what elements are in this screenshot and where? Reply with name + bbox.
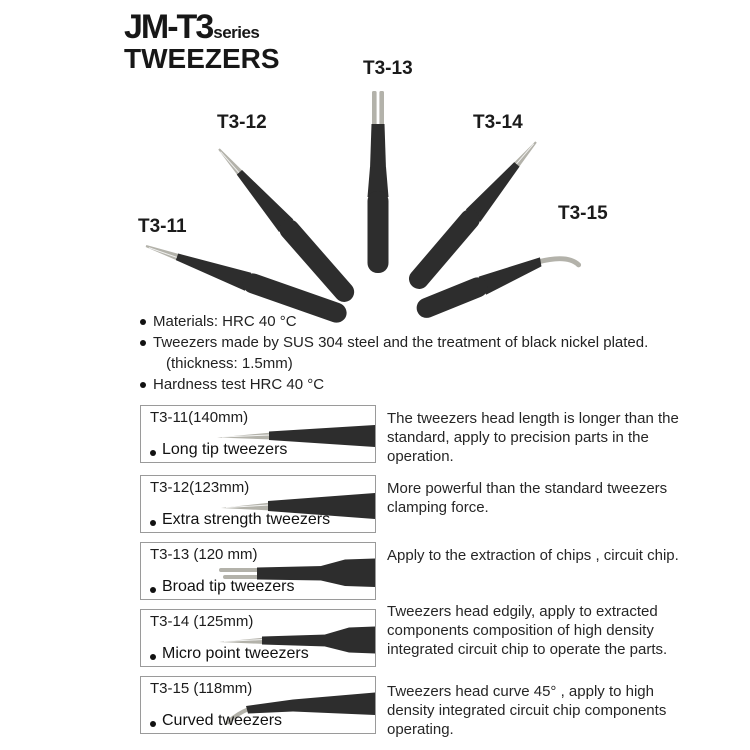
fan-label-t3-12: T3-12: [217, 112, 267, 133]
product-table: [140, 405, 687, 748]
brand-name: JM-T3: [124, 8, 213, 46]
table-row: [140, 676, 687, 739]
bullet-icon: [150, 450, 156, 456]
brand-series-suffix: series: [213, 23, 260, 42]
bullet-icon: [150, 520, 156, 526]
product-name: Long tip tweezers: [150, 441, 287, 459]
bullet-icon: [140, 319, 146, 325]
feature-item: [140, 374, 680, 395]
product-model: T3-15 (118mm): [150, 680, 253, 697]
table-row: [140, 603, 687, 667]
feature-text: Hardness test HRC 40 °C: [153, 376, 325, 393]
table-row: [140, 405, 687, 466]
feature-text: Tweezers made by SUS 304 steel and the treatment of black nickel plated.: [153, 334, 649, 351]
feature-item: [140, 311, 680, 332]
bullet-icon: [140, 340, 146, 346]
table-row: [140, 475, 687, 533]
product-box-t3-13: [140, 542, 376, 600]
product-description: The tweezers head length is longer than the standard, apply to precision parts in the operation.: [387, 410, 679, 465]
product-name: Broad tip tweezers: [150, 578, 295, 596]
feature-list: [140, 311, 680, 395]
product-model: T3-11(140mm): [150, 409, 249, 426]
bullet-icon: [150, 721, 156, 727]
feature-text: Materials: HRC 40 °C: [153, 313, 297, 330]
product-description: Tweezers head curve 45° , apply to high density integrated circuit chip components operating.: [387, 683, 667, 738]
tweezers-fan-illustration: [0, 0, 750, 335]
product-description: Apply to the extraction of chips , circuit chip.: [387, 547, 679, 564]
bullet-icon: [140, 382, 146, 388]
product-model: T3-12(123mm): [150, 479, 250, 496]
product-name: Micro point tweezers: [150, 645, 309, 663]
page-title: TWEEZERS: [124, 43, 280, 74]
product-box-t3-15: [140, 676, 376, 734]
product-box-t3-12: [140, 475, 376, 533]
fan-label-t3-14: T3-14: [473, 112, 523, 133]
product-name: Extra strength tweezers: [150, 511, 330, 529]
product-model: T3-13 (120 mm): [150, 546, 258, 563]
product-description: Tweezers head edgily, apply to extracted components composition of high density integrated circuit chip to operate the parts.: [387, 603, 668, 658]
product-model: T3-14 (125mm): [150, 613, 254, 630]
table-row: [140, 542, 687, 600]
fan-label-t3-15: T3-15: [558, 203, 608, 224]
bullet-icon: [150, 654, 156, 660]
product-name: Curved tweezers: [150, 712, 282, 730]
feature-item: [140, 332, 680, 374]
product-box-t3-14: [140, 609, 376, 667]
product-description: More powerful than the standard tweezers clamping force.: [387, 480, 668, 516]
bullet-icon: [150, 587, 156, 593]
feature-subtext: (thickness: 1.5mm): [166, 355, 293, 372]
tweezer-t3-13: [368, 91, 389, 273]
fan-label-t3-13: T3-13: [363, 58, 413, 79]
fan-label-t3-11: T3-11: [138, 216, 187, 237]
product-box-t3-11: [140, 405, 376, 463]
